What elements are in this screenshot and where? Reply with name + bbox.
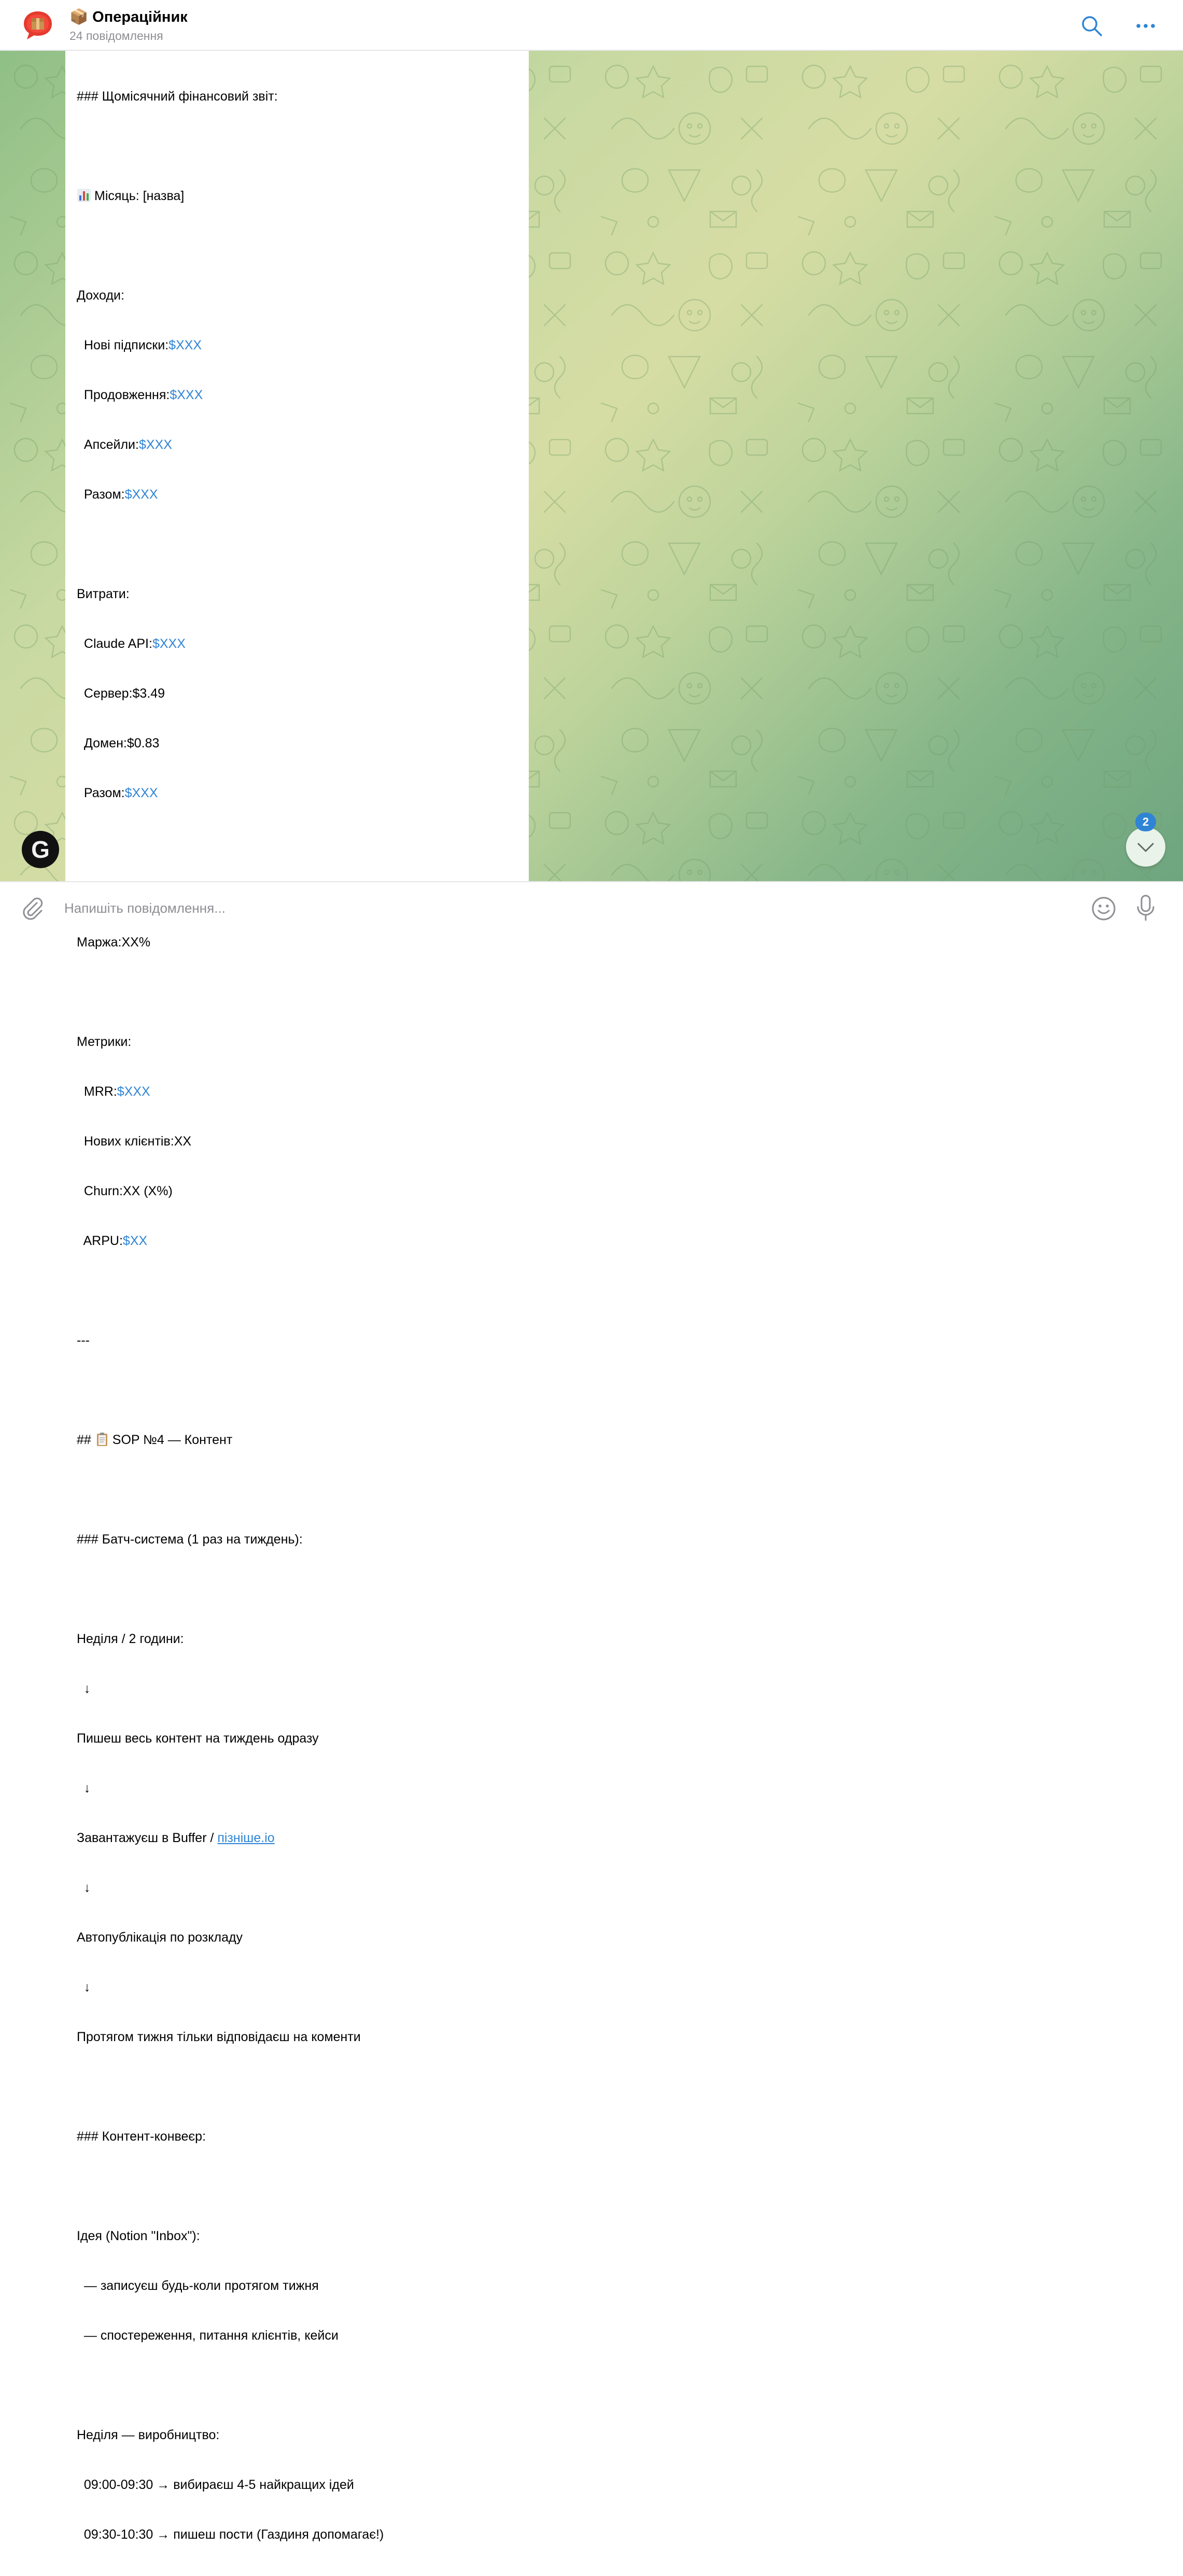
conveyor-heading: ### Контент-конвеєр: (77, 2129, 206, 2144)
search-icon (1080, 15, 1103, 37)
sender-avatar[interactable] (22, 831, 59, 868)
chat-avatar[interactable] (22, 9, 54, 41)
message-line (77, 486, 523, 503)
row-label: MRR: (77, 1084, 117, 1099)
message-line (77, 387, 523, 403)
microphone-button[interactable] (1135, 894, 1156, 923)
unread-count-badge: 2 (1135, 813, 1156, 831)
message-composer (0, 881, 1183, 933)
message-line: Неділя / 2 години: (77, 1632, 184, 1646)
sop-title: SOP №4 — Контент (112, 1433, 233, 1447)
blank-line (77, 237, 523, 254)
message-line (77, 337, 523, 353)
paperclip-icon (20, 896, 45, 921)
package-emoji-speech-bubble-icon (22, 9, 54, 41)
row-label: Разом: (77, 487, 125, 502)
blank-line (77, 834, 523, 851)
more-button[interactable] (1134, 15, 1157, 37)
microphone-icon (1135, 894, 1156, 923)
row-label: Домен: (77, 736, 127, 751)
row-value: XX (X%) (122, 1184, 173, 1198)
row-label: Апсейли: (77, 437, 139, 452)
blank-line (77, 984, 523, 1000)
row-value: $XXX (152, 636, 186, 651)
chat-area[interactable] (0, 51, 1183, 2542)
row-label: Churn: (77, 1184, 123, 1198)
row-value: $XXX (117, 1084, 150, 1099)
row-value: $XXX (138, 437, 172, 452)
row-value: $0.83 (126, 736, 160, 751)
message-bubble[interactable] (65, 51, 529, 2542)
row-value: XX% (121, 935, 151, 950)
message-line: 09:30-10:30 → пишеш пости (Газдиня допомагає!) (77, 2527, 384, 2542)
blank-line (77, 1282, 523, 1299)
message-text (77, 55, 523, 2576)
message-line (77, 685, 523, 702)
chat-header (0, 0, 1183, 51)
row-value: $XXX (124, 786, 158, 800)
row-label: Claude API: (77, 636, 152, 651)
sender-initial: G (31, 836, 50, 863)
message-line (77, 934, 523, 951)
message-line: Пишеш весь контент на тиждень одразу (77, 1731, 319, 1746)
row-value: $XX (122, 1234, 148, 1248)
message-line (77, 188, 523, 204)
message-line (77, 1083, 523, 1100)
message-line (77, 436, 523, 453)
blank-line (77, 2078, 523, 2095)
separator-line: --- (77, 1333, 90, 1348)
later-io-link[interactable]: пізніше.io (217, 1831, 275, 1845)
message-line: — записуєш будь-коли протягом тижня (77, 2278, 319, 2293)
arrow-line: ↓ (77, 1781, 91, 1795)
row-label: Нових клієнтів: (77, 1134, 174, 1149)
message-line (77, 1432, 523, 1448)
message-input[interactable] (63, 893, 1076, 924)
message-line: 09:00-09:30 → вибираєш 4-5 найкращих ідей (77, 2478, 354, 2492)
chat-subtitle: 24 повідомлення (69, 29, 163, 43)
line-text: Завантажуєш в Buffer / (77, 1831, 218, 1845)
row-label: Продовження: (77, 388, 170, 402)
blank-line (77, 536, 523, 553)
blank-line (77, 2178, 523, 2195)
income-heading: Доходи: (77, 288, 124, 303)
row-label: ARPU: (77, 1234, 123, 1248)
message-line (77, 1233, 523, 1249)
bar-chart-icon (77, 188, 91, 203)
message-line (77, 1133, 523, 1150)
row-label: Разом: (77, 786, 125, 800)
blank-line (77, 2377, 523, 2394)
blank-line (77, 1382, 523, 1398)
message-line: — спостереження, питання клієнтів, кейси (77, 2328, 339, 2343)
row-label: Маржа: (77, 935, 122, 950)
message-line (77, 735, 523, 752)
arrow-line: ↓ (77, 1980, 91, 1994)
message-line: Неділя — виробництво: (77, 2428, 220, 2442)
heading-prefix: ## (77, 1433, 95, 1447)
message-line (77, 635, 523, 652)
expenses-heading: Витрати: (77, 587, 130, 601)
row-label: Сервер: (77, 686, 133, 701)
blank-line (77, 1481, 523, 1498)
more-dots-icon (1134, 15, 1157, 37)
row-value: $XXX (170, 388, 203, 402)
message-line: Протягом тижня тільки відповідаєш на коменти (77, 2030, 361, 2044)
chevron-down-icon (1126, 827, 1165, 867)
arrow-line: ↓ (77, 1880, 91, 1895)
arrow-line: ↓ (77, 1681, 91, 1696)
metrics-heading: Метрики: (77, 1035, 132, 1049)
message-line (77, 1183, 523, 1199)
row-value: $XXX (168, 338, 202, 352)
blank-line (77, 1581, 523, 1597)
clipboard-icon (95, 1432, 109, 1447)
message-line: Автопублікація по розкладу (77, 1930, 243, 1945)
attach-button[interactable] (20, 896, 45, 921)
month-label: Місяць: [назва] (94, 189, 185, 203)
scroll-down-button[interactable] (1126, 827, 1165, 867)
message-line: ### Щомісячний фінансовий звіт: (77, 89, 278, 104)
row-label: Нові підписки: (77, 338, 169, 352)
row-value: $XXX (124, 487, 158, 502)
message-line (77, 1830, 523, 1846)
chat-title: 📦 Операційник (69, 9, 188, 25)
blank-line (77, 138, 523, 154)
row-value: XX (174, 1134, 192, 1149)
message-line (77, 785, 523, 801)
row-value: $3.49 (132, 686, 165, 701)
search-button[interactable] (1080, 15, 1103, 37)
smiley-icon (1091, 896, 1117, 922)
message-line: Ідея (Notion "Inbox"): (77, 2229, 200, 2243)
batch-heading: ### Батч-система (1 раз на тиждень): (77, 1532, 303, 1547)
emoji-button[interactable] (1091, 896, 1117, 922)
